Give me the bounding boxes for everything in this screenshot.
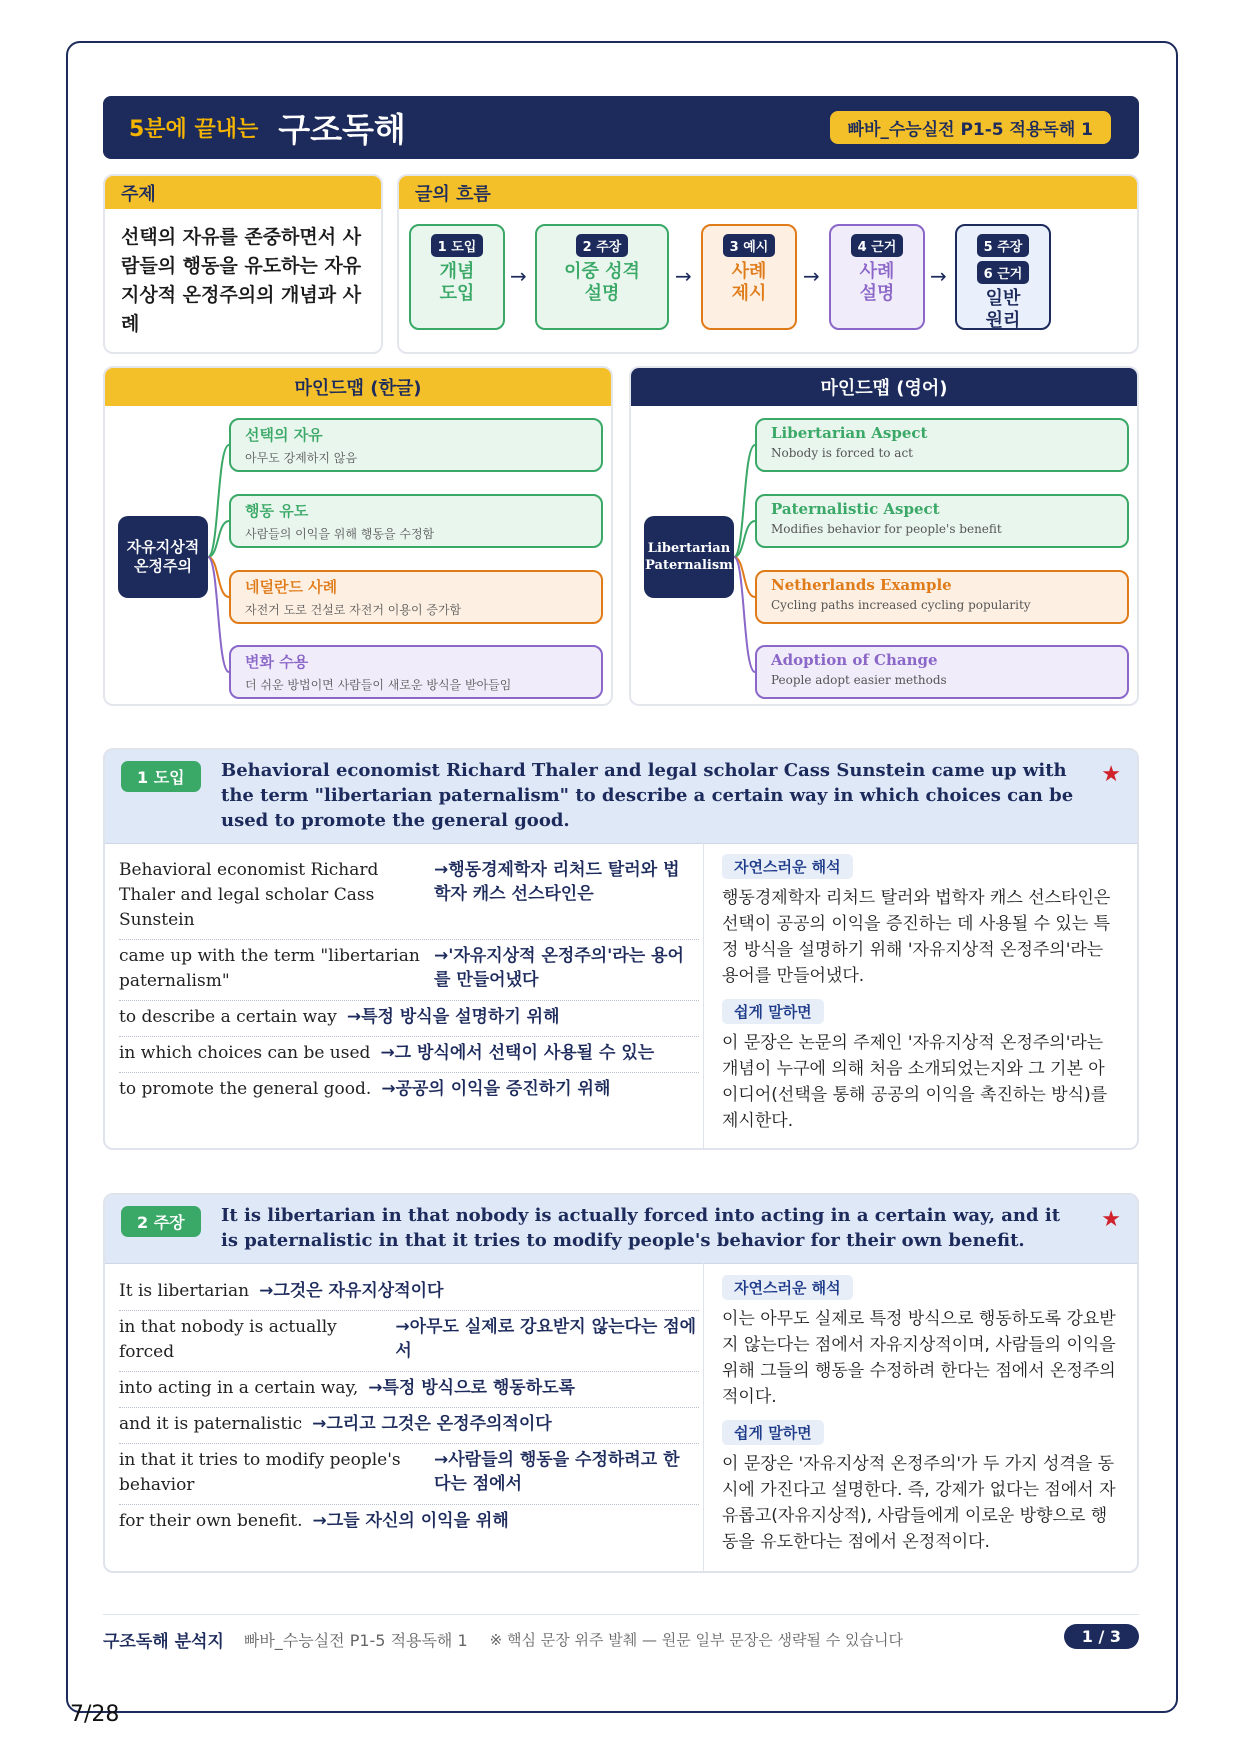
mindmap-node	[229, 494, 603, 548]
page-footer	[103, 1614, 1139, 1652]
mindmap-english-title: 마인드맵 (영어)	[631, 368, 1137, 406]
arrow-right-icon: →	[930, 264, 947, 288]
mindmap-node-title: Paternalistic Aspect	[771, 500, 940, 518]
section-badge: 1 도입	[121, 761, 201, 792]
chunk-english: in that it tries to modify people's behavior	[119, 1450, 401, 1495]
chunk-korean: →사람들의 행동을 수정하려고 한다는 점에서	[434, 1450, 680, 1494]
flow-step-tag: 2 주장	[576, 234, 629, 257]
star-icon: ★	[1101, 1207, 1121, 1232]
mindmap-node-desc: People adopt easier methods	[771, 673, 947, 687]
mindmap-node-title: 변화 수용	[245, 653, 309, 671]
chunk-row	[119, 1372, 699, 1408]
natural-translation-text: 행동경제학자 리처드 탈러와 법학자 캐스 선스타인은 선택이 공공의 이익을 증진하는 데 사용될 수 있는 특정 방식을 설명하기 위해 '자유지상적 온정주의'라는 용어를 만들어냈다.	[722, 888, 1111, 986]
flow-step-tag: 1 도입	[431, 234, 484, 257]
flow-step-label: 사례 제시	[731, 261, 767, 304]
section-badge: 2 주장	[121, 1206, 201, 1237]
mindmap-node	[755, 418, 1129, 472]
mindmap-node-title: 행동 유도	[245, 502, 309, 520]
mindmap-node-desc: 자전거 도로 건설로 자전거 이용이 증가함	[245, 603, 462, 617]
chunk-translation-list	[119, 854, 699, 1108]
chunk-korean: →그것은 자유지상적이다	[259, 1281, 444, 1301]
easy-explanation-text: 이 문장은 '자유지상적 온정주의'가 두 가지 성격을 동시에 가진다고 설명한다. 즉, 강제가 없다는 점에서 자유롭고(자유지상적), 사람들에게 이로운 방향으로 행동을 유도한다는 점에서 온정적이다.	[722, 1454, 1116, 1552]
footer-title: 구조독해 분석지	[103, 1632, 224, 1652]
mindmap-node-title: 네덜란드 사례	[245, 578, 338, 596]
section-sentence: It is libertarian in that nobody is actually forced into acting in a certain way, and it is paternalistic in that it tries to modify people's behavior for their own benefit.	[221, 1205, 1061, 1251]
chunk-row	[119, 1275, 699, 1311]
chunk-row	[119, 1037, 699, 1073]
chunk-korean: →특정 방식을 설명하기 위해	[346, 1007, 560, 1027]
natural-translation-label: 자연스러운 해석	[722, 1275, 853, 1300]
chunk-row	[119, 1408, 699, 1444]
chunk-english: It is libertarian	[119, 1281, 250, 1301]
mindmap-node-desc: Cycling paths increased cycling popularity	[771, 598, 1031, 612]
chunk-korean: →그들 자신의 이익을 위해	[312, 1511, 509, 1531]
mindmap-node	[755, 645, 1129, 699]
chunk-english: in that nobody is actually forced	[119, 1317, 337, 1362]
sentence-section-1	[103, 748, 1139, 1150]
mindmap-node	[229, 570, 603, 624]
mindmap-node-title: 선택의 자유	[245, 426, 323, 444]
flow-steps	[409, 224, 1127, 334]
chunk-row	[119, 1505, 699, 1540]
section-header	[105, 1195, 1137, 1264]
section-sentence: Behavioral economist Richard Thaler and legal scholar Cass Sunstein came up with the term "libertarian paternalism" to describe a certain way in which choices can be used to promote the general good.	[221, 760, 1074, 831]
flow-card	[397, 174, 1139, 354]
mindmap-node-title: Libertarian Aspect	[771, 424, 928, 442]
chunk-korean: →그 방식에서 선택이 사용될 수 있는	[380, 1043, 655, 1063]
flow-step	[955, 224, 1051, 330]
flow-step	[535, 224, 669, 330]
mindmap-node-title: Netherlands Example	[771, 576, 952, 594]
footer-subtitle: 빠바_수능실전 P1-5 적용독해 1	[243, 1631, 468, 1650]
mindmap-korean-body	[105, 406, 613, 706]
chunk-english: for their own benefit.	[119, 1511, 303, 1531]
flow-step	[701, 224, 797, 330]
topic-text: 선택의 자유를 존중하면서 사람들의 행동을 유도하는 자유지상적 온정주의의 개념과 사례	[121, 226, 362, 335]
header-subtitle: 5분에 끝내는	[129, 117, 259, 142]
chunk-english: in which choices can be used	[119, 1043, 371, 1063]
arrow-right-icon: →	[510, 264, 527, 288]
topic-label: 주제	[105, 176, 381, 209]
chunk-row	[119, 940, 699, 1001]
chunk-english: and it is paternalistic	[119, 1414, 303, 1434]
chunk-korean: →특정 방식으로 행동하도록	[368, 1378, 575, 1398]
flow-label: 글의 흐름	[399, 176, 1137, 209]
mindmap-connector	[734, 557, 755, 672]
natural-translation-text: 이는 아무도 실제로 특정 방식으로 행동하도록 강요받지 않는다는 점에서 자유지상적이며, 사람들의 이익을 위해 그들의 행동을 수정하려 한다는 점에서 온정주의적이다.	[722, 1309, 1116, 1407]
mindmap-center-node: Libertarian Paternalism	[644, 516, 734, 598]
chunk-korean: →공공의 이익을 증진하기 위해	[381, 1079, 611, 1099]
flow-step-tag: 6 근거	[977, 261, 1030, 284]
sentence-section-2	[103, 1193, 1139, 1573]
chunk-korean: →행동경제학자 리처드 탈러와 법학자 캐스 선스타인은	[434, 860, 680, 904]
chunk-row	[119, 854, 699, 940]
mindmap-node	[755, 570, 1129, 624]
flow-step-tag: 5 주장	[977, 234, 1030, 257]
mindmap-node	[229, 418, 603, 472]
flow-step	[829, 224, 925, 330]
chunk-row	[119, 1001, 699, 1037]
chunk-english: Behavioral economist Richard Thaler and legal scholar Cass Sunstein	[119, 860, 379, 930]
chunk-translation-list	[119, 1275, 699, 1540]
mindmap-node	[229, 645, 603, 699]
mindmap-center-node: 자유지상적 온정주의	[118, 516, 208, 598]
mindmap-english	[629, 366, 1139, 706]
chunk-korean: →그리고 그것은 온정주의적이다	[312, 1414, 552, 1434]
chunk-row	[119, 1444, 699, 1505]
mindmap-node-desc: 사람들의 이익을 위해 행동을 수정함	[245, 527, 435, 541]
star-icon: ★	[1101, 762, 1121, 787]
source-badge: 빠바_수능실전 P1-5 적용독해 1	[830, 111, 1111, 144]
chunk-row	[119, 1073, 699, 1108]
mindmap-node-desc: Modifies behavior for people's benefit	[771, 522, 1002, 536]
section-header	[105, 750, 1137, 844]
mindmap-node-desc: 아무도 강제하지 않음	[245, 451, 357, 465]
mindmap-english-body	[631, 406, 1139, 706]
interpretation-panel	[703, 842, 1139, 1150]
page-counter: 7/28	[70, 1702, 120, 1727]
flow-step-label: 이중 성격 설명	[564, 261, 640, 304]
flow-step-label: 개념 도입	[439, 261, 475, 304]
chunk-korean: →'자유지상적 온정주의'라는 용어를 만들어냈다	[434, 946, 684, 990]
mindmap-node	[755, 494, 1129, 548]
flow-step	[409, 224, 505, 330]
mindmap-korean	[103, 366, 613, 706]
arrow-right-icon: →	[803, 264, 820, 288]
arrow-right-icon: →	[675, 264, 692, 288]
mindmap-node-title: Adoption of Change	[771, 651, 938, 669]
flow-step-label: 사례 설명	[859, 261, 895, 304]
chunk-korean: →아무도 실제로 강요받지 않는다는 점에서	[395, 1317, 697, 1361]
topic-card	[103, 174, 383, 354]
chunk-english: came up with the term "libertarian paternalism"	[119, 946, 420, 991]
chunk-english: to promote the general good.	[119, 1079, 372, 1099]
easy-explanation-text: 이 문장은 논문의 주제인 '자유지상적 온정주의'라는 개념이 누구에 의해 처음 소개되었는지와 그 기본 아이디어(선택을 통해 공공의 이익을 촉진하는 방식)를 제시한다.	[722, 1033, 1108, 1131]
easy-explanation-label: 쉽게 말하면	[722, 999, 824, 1024]
mindmap-korean-title: 마인드맵 (한글)	[105, 368, 611, 406]
flow-step-label: 일반 원리	[985, 288, 1021, 331]
page-title: 구조독해	[278, 110, 406, 149]
natural-translation-label: 자연스러운 해석	[722, 854, 853, 879]
chunk-english: to describe a certain way	[119, 1007, 337, 1027]
interpretation-panel	[703, 1263, 1139, 1573]
page-header	[103, 96, 1139, 159]
flow-step-tag: 4 근거	[851, 234, 904, 257]
chunk-english: into acting in a certain way,	[119, 1378, 359, 1398]
easy-explanation-label: 쉽게 말하면	[722, 1420, 824, 1445]
page-number-badge: 1 / 3	[1064, 1624, 1139, 1649]
footer-note: ※ 핵심 문장 위주 발췌 — 원문 일부 문장은 생략될 수 있습니다	[489, 1631, 903, 1649]
flow-step-tag: 3 예시	[723, 234, 776, 257]
mindmap-connector	[208, 557, 229, 672]
mindmap-node-desc: Nobody is forced to act	[771, 446, 913, 460]
chunk-row	[119, 1311, 699, 1372]
mindmap-node-desc: 더 쉬운 방법이면 사람들이 새로운 방식을 받아들임	[245, 678, 512, 692]
